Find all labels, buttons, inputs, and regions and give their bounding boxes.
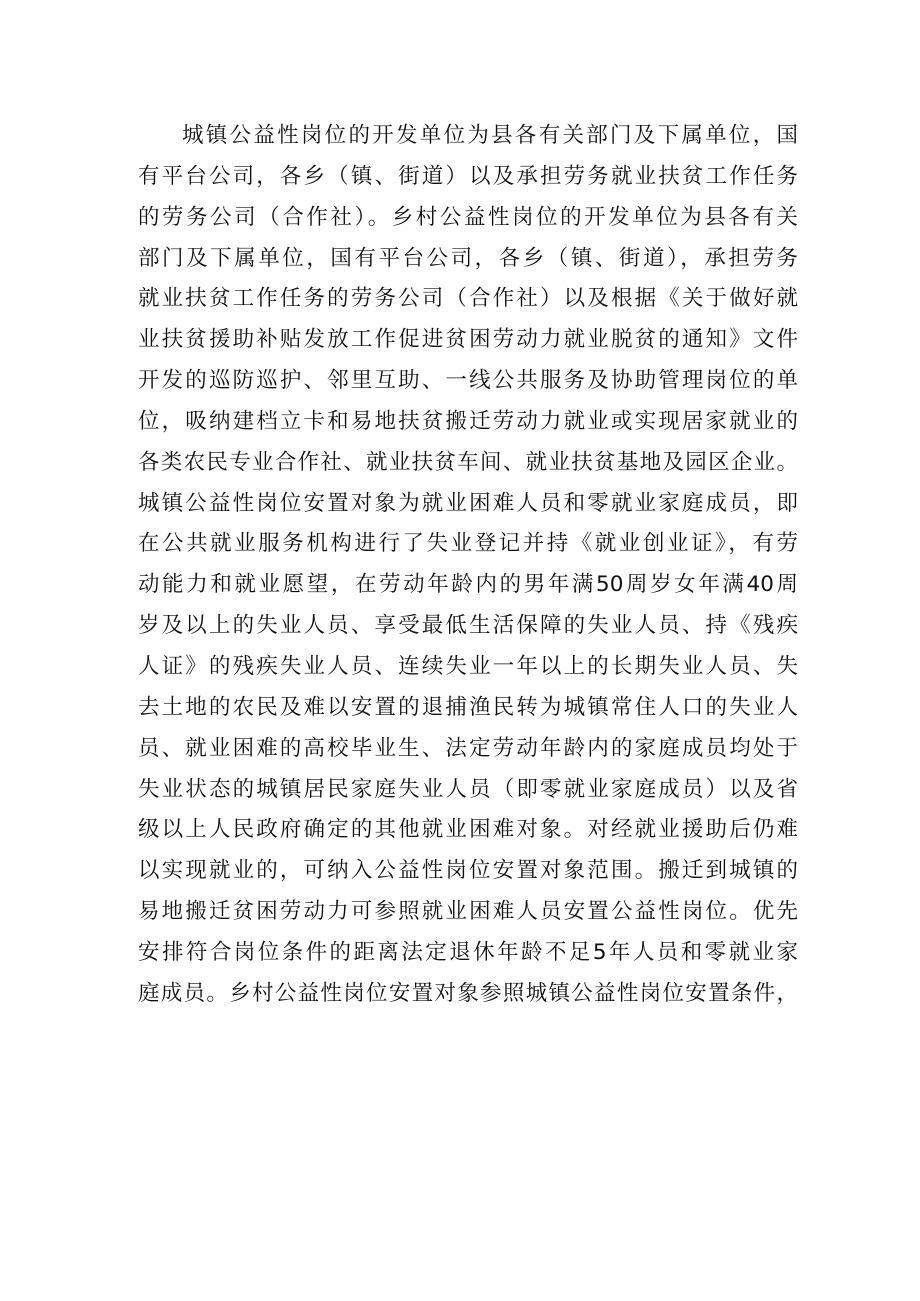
text-line: 就业扶贫工作任务的劳务公司（合作社）以及根据《关于做好就 <box>138 286 798 312</box>
text-line: 以实现就业的，可纳入公益性岗位安置对象范围。搬迁到城镇的 <box>138 858 798 884</box>
text-line: 动能力和就业愿望，在劳动年龄内的男年满50周岁女年满40周 <box>138 572 798 598</box>
text-line: 各类农民专业合作社、就业扶贫车间、就业扶贫基地及园区企业。 <box>138 449 798 475</box>
text-line: 城镇公益性岗位的开发单位为县各有关部门及下属单位，国 <box>182 123 798 148</box>
text-line: 业扶贫援助补贴发放工作促进贫困劳动力就业脱贫的通知》文件 <box>138 327 798 353</box>
body-text <box>138 116 798 1015</box>
text-line: 城镇公益性岗位安置对象为就业困难人员和零就业家庭成员，即 <box>138 490 798 516</box>
text-line: 开发的巡防巡护、邻里互助、一线公共服务及协助管理岗位的单 <box>138 368 798 394</box>
text-line: 去土地的农民及难以安置的退捕渔民转为城镇常住人口的失业人 <box>138 694 798 720</box>
text-line: 部门及下属单位，国有平台公司，各乡（镇、街道），承担劳务 <box>138 245 798 271</box>
text-line: 级以上人民政府确定的其他就业困难对象。对经就业援助后仍难 <box>138 817 798 843</box>
text-line: 易地搬迁贫困劳动力可参照就业困难人员安置公益性岗位。优先 <box>138 899 798 925</box>
text-line: 失业状态的城镇居民家庭失业人员（即零就业家庭成员）以及省 <box>138 776 798 802</box>
text-line: 人证》的残疾失业人员、连续失业一年以上的长期失业人员、失 <box>138 653 798 679</box>
text-line: 位，吸纳建档立卡和易地扶贫搬迁劳动力就业或实现居家就业的 <box>138 408 798 434</box>
text-line: 岁及以上的失业人员、享受最低生活保障的失业人员、持《残疾 <box>138 613 798 639</box>
text-line: 庭成员。乡村公益性岗位安置对象参照城镇公益性岗位安置条件， <box>138 980 798 1006</box>
text-line: 在公共就业服务机构进行了失业登记并持《就业创业证》，有劳 <box>138 531 798 557</box>
text-line: 安排符合岗位条件的距离法定退休年龄不足5年人员和零就业家 <box>138 939 798 965</box>
text-line: 有平台公司，各乡（镇、街道）以及承担劳务就业扶贫工作任务 <box>138 163 798 189</box>
text-line: 员、就业困难的高校毕业生、法定劳动年龄内的家庭成员均处于 <box>138 735 798 761</box>
text-line: 的劳务公司（合作社）。乡村公益性岗位的开发单位为县各有关 <box>138 204 798 230</box>
